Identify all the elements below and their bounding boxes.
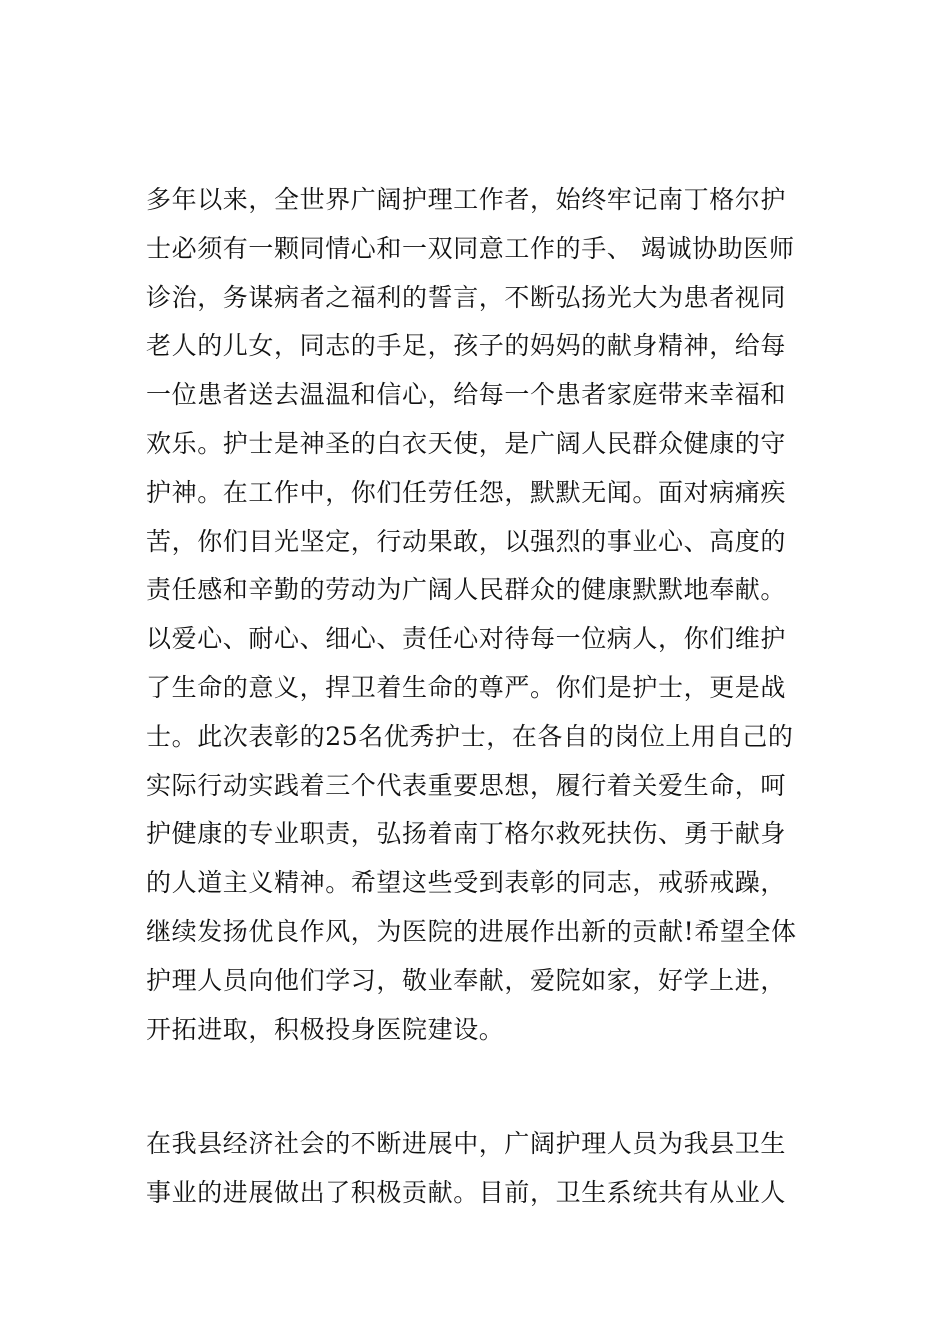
text-line: 实际行动实践着三个代表重要思想，履行着关爱生命，呵 (146, 770, 787, 800)
text-line: 护理人员向他们学习，敬业奉献，爱院如家，好学上进， (146, 965, 787, 995)
text-line: 责任感和辛勤的劳动为广阔人民群众的健康默默地奉献。 (146, 575, 787, 605)
text-line: 士。此次表彰的25名优秀护士，在各自的岗位上用自己的 (146, 721, 794, 751)
text-line: 了生命的意义，捍卫着生命的尊严。你们是护士，更是战 (146, 672, 787, 702)
text-line: 苦，你们目光坚定，行动果敢，以强烈的事业心、高度的 (146, 526, 787, 556)
text-line: 欢乐。护士是神圣的白衣天使，是广阔人民群众健康的守 (146, 428, 787, 458)
text-line: 诊治，务谋病者之福利的誓言，不断弘扬光大为患者视同 (146, 282, 787, 312)
text-line: 士必须有一颗同情心和一双同意工作的手、 竭诚协助医师 (146, 233, 795, 263)
text-line: 护健康的专业职责，弘扬着南丁格尔救死扶伤、勇于献身 (146, 819, 787, 849)
text-line: 事业的进展做出了积极贡献。目前，卫生系统共有从业人 (146, 1177, 787, 1207)
text-line: 老人的儿女，同志的手足，孩子的妈妈的献身精神，给每 (146, 331, 787, 361)
text-line: 一位患者送去温温和信心，给每一个患者家庭带来幸福和 (146, 380, 787, 410)
text-line: 在我县经济社会的不断进展中，广阔护理人员为我县卫生 (146, 1129, 787, 1158)
paragraph-1 (146, 176, 826, 1054)
text-line: 护神。在工作中，你们任劳任怨，默默无闻。面对病痛疾 (146, 477, 787, 507)
text-line: 以爱心、耐心、细心、责任心对待每一位病人，你们维护 (146, 624, 787, 654)
text-line: 开拓进取，积极投身医院建设。 (146, 1014, 505, 1044)
text-line: 继续发扬优良作风，为医院的进展作出新的贡献!希望全体 (146, 916, 797, 946)
text-line: 的人道主义精神。希望这些受到表彰的同志，戒骄戒躁， (146, 868, 787, 898)
text-line: 多年以来，全世界广阔护理工作者，始终牢记南丁格尔护 (146, 185, 787, 214)
paragraph-2 (146, 1120, 826, 1218)
